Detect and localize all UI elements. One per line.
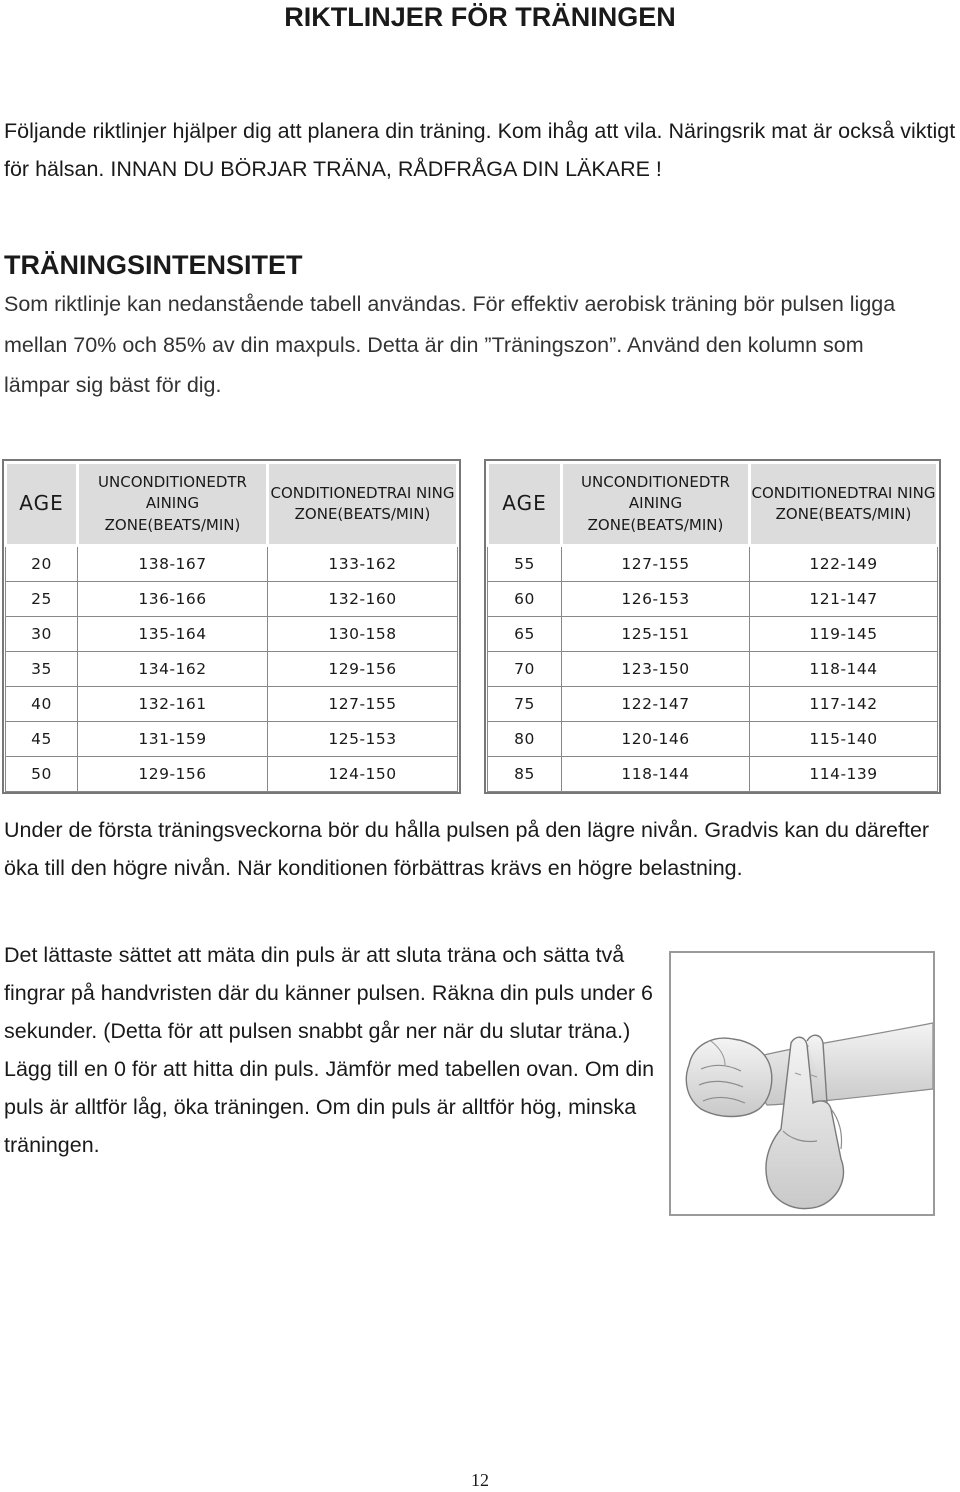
- unconditioned-cell: 134-162: [78, 652, 268, 687]
- unconditioned-cell: 125-151: [562, 617, 750, 652]
- age-cell: 45: [6, 722, 78, 757]
- age-cell: 60: [488, 582, 562, 617]
- age-cell: 30: [6, 617, 78, 652]
- conditioned-cell: 124-150: [268, 757, 458, 792]
- unconditioned-cell: 127-155: [562, 546, 750, 582]
- table-row: [6, 582, 458, 617]
- conditioned-cell: 125-153: [268, 722, 458, 757]
- conditioned-cell: 122-149: [750, 546, 938, 582]
- table-row: [488, 687, 938, 722]
- pulse-paragraph: Det lättaste sättet att mäta din puls är att sluta träna och sätta två fingrar på handvristen där du känner pulsen. Räkna din puls under 6 sekunder. (Detta för att pulsen snabbt går ner när du slutar träna.) Lägg till en 0 för att hitta din puls. Jämför med tabellen ovan. Om din puls är alltför låg, öka träningen. Om din puls är alltför hög, minska träningen.: [4, 943, 655, 1157]
- table-row: [488, 546, 938, 582]
- unconditioned-cell: 123-150: [562, 652, 750, 687]
- table-row: [6, 722, 458, 757]
- age-cell: 55: [488, 546, 562, 582]
- wrist-pulse-photo: [669, 951, 935, 1216]
- unconditioned-cell: 122-147: [562, 687, 750, 722]
- unconditioned-cell: 126-153: [562, 582, 750, 617]
- age-cell: 50: [6, 757, 78, 792]
- table-header-row: [6, 463, 458, 546]
- intro-paragraph: Följande riktlinjer hjälper dig att planera din träning. Kom ihåg att vila. Näringsrik mat är också viktigt för hälsan. INNAN DU BÖRJAR TRÄNA, RÅDFRÅGA DIN LÄKARE !: [4, 119, 956, 181]
- age-cell: 40: [6, 687, 78, 722]
- conditioned-cell: 117-142: [750, 687, 938, 722]
- unconditioned-cell: 129-156: [78, 757, 268, 792]
- section-heading-intensity: TRÄNINGSINTENSITET: [4, 250, 303, 280]
- header-conditioned: CONDITIONEDTRAI NING ZONE(BEATS/MIN): [268, 463, 458, 546]
- conditioned-cell: 115-140: [750, 722, 938, 757]
- page-title: RIKTLINJER FÖR TRÄNINGEN: [284, 2, 676, 32]
- conditioned-cell: 119-145: [750, 617, 938, 652]
- table-row: [6, 546, 458, 582]
- unconditioned-cell: 138-167: [78, 546, 268, 582]
- age-cell: 80: [488, 722, 562, 757]
- conditioned-cell: 129-156: [268, 652, 458, 687]
- table-row: [488, 722, 938, 757]
- conditioned-cell: 121-147: [750, 582, 938, 617]
- table-row: [488, 582, 938, 617]
- unconditioned-cell: 132-161: [78, 687, 268, 722]
- table-header-row: [488, 463, 938, 546]
- table-row: [488, 757, 938, 792]
- age-cell: 25: [6, 582, 78, 617]
- conditioned-cell: 114-139: [750, 757, 938, 792]
- hand-taking-pulse-icon: [671, 953, 933, 1214]
- age-cell: 35: [6, 652, 78, 687]
- unconditioned-cell: 135-164: [78, 617, 268, 652]
- page-number: 12: [471, 1470, 489, 1490]
- unconditioned-cell: 118-144: [562, 757, 750, 792]
- header-conditioned: CONDITIONEDTRAI NING ZONE(BEATS/MIN): [750, 463, 938, 546]
- table-row: [6, 687, 458, 722]
- age-cell: 75: [488, 687, 562, 722]
- unconditioned-cell: 136-166: [78, 582, 268, 617]
- unconditioned-cell: 120-146: [562, 722, 750, 757]
- heart-rate-table-left: [4, 461, 459, 792]
- table-row: [6, 652, 458, 687]
- table-row: [6, 757, 458, 792]
- header-unconditioned: UNCONDITIONEDTR AINING ZONE(BEATS/MIN): [562, 463, 750, 546]
- progression-paragraph: Under de första träningsveckorna bör du hålla pulsen på den lägre nivån. Gradvis kan du därefter öka till den högre nivån. När konditionen förbättras krävs en högre belastning.: [4, 818, 930, 880]
- conditioned-cell: 127-155: [268, 687, 458, 722]
- age-cell: 85: [488, 757, 562, 792]
- conditioned-cell: 118-144: [750, 652, 938, 687]
- conditioned-cell: 132-160: [268, 582, 458, 617]
- table-row: [6, 617, 458, 652]
- header-age: AGE: [6, 463, 78, 546]
- conditioned-cell: 133-162: [268, 546, 458, 582]
- intensity-paragraph: Som riktlinje kan nedanstående tabell användas. För effektiv aerobisk träning bör pulsen ligga mellan 70% och 85% av din maxpuls. Detta är din ”Träningszon”. Använd den kolumn som lämpar sig bäst för dig.: [4, 292, 896, 397]
- table-row: [488, 617, 938, 652]
- heart-rate-table-right: [486, 461, 939, 792]
- age-cell: 70: [488, 652, 562, 687]
- header-age: AGE: [488, 463, 562, 546]
- header-unconditioned: UNCONDITIONEDTR AINING ZONE(BEATS/MIN): [78, 463, 268, 546]
- table-row: [488, 652, 938, 687]
- age-cell: 65: [488, 617, 562, 652]
- conditioned-cell: 130-158: [268, 617, 458, 652]
- age-cell: 20: [6, 546, 78, 582]
- unconditioned-cell: 131-159: [78, 722, 268, 757]
